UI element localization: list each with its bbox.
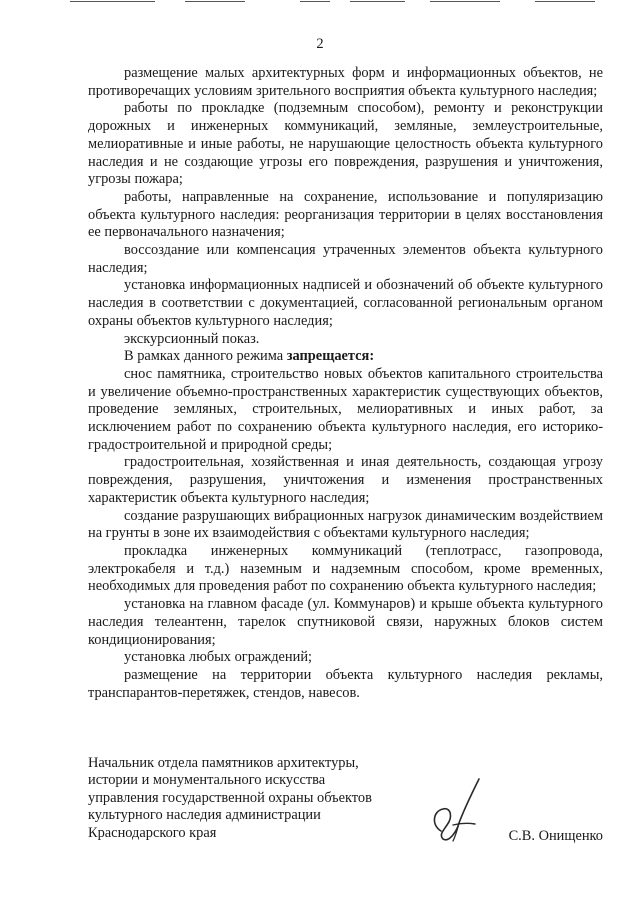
signatory-title-line: управления государственной охраны объектов <box>88 789 372 806</box>
paragraph: размещение малых архитектурных форм и информационных объектов, не противоречащих условиям зрительного восприятия объекта культурного наследия; <box>88 65 603 99</box>
prohibited-item: установка любых ограждений; <box>124 649 313 666</box>
prohibited-item: снос памятника, строительство новых объектов капитального строительства и увеличение объемно-пространственных характеристик существующих объектов, проведение земляных, строительных, мелиоративных и иных работ, за исключением работ по сохранению объекта культурного наследия, его историко-градостроительной и природной среды; <box>88 365 603 453</box>
handwritten-signature <box>413 773 493 843</box>
signature-block <box>88 755 603 845</box>
top-border-artifact <box>0 0 640 6</box>
prohibited-item: прокладка инженерных коммуникаций (теплотрасс, газопровода, электрокабеля и т.д.) наземным и надземным способом, кроме временных, необходимых для проведения работ по сохранению объекта культурного наследия; <box>88 542 603 595</box>
prohibited-heading <box>88 348 603 366</box>
prohibited-item: установка на главном фасаде (ул. Коммунаров) и крыше объекта культурного наследия телеантенн, тарелок спутниковой связи, наружных блоков систем кондиционирования; <box>88 596 603 648</box>
prohibited-item: градостроительная, хозяйственная и иная деятельность, создающая угрозу повреждения, разрушения, уничтожения и изменения пространственных характеристик объекта культурного наследия; <box>88 454 603 506</box>
signatory-title-line: Начальник отдела памятников архитектуры, <box>88 755 359 771</box>
paragraph: работы по прокладке (подземным способом), ремонту и реконструкции дорожных и инженерных коммуникаций, земляные, землеустроительные, мелиоративные и иные работы, не нарушающие целостность объекта культурного наследия и не создающие угрозы его повреждения, разрушения и уничтожения, угрозы пожара; <box>88 100 603 188</box>
signatory-title-line: культурного наследия администрации <box>88 807 321 824</box>
paragraph: воссоздание или компенсация утраченных элементов объекта культурного наследия; <box>88 242 603 276</box>
prohibited-item: размещение на территории объекта культурного наследия рекламы, транспарантов-перетяжек, стендов, навесов. <box>88 666 603 701</box>
signatory-title-line: истории и монументального искусства <box>88 772 326 789</box>
page-number: 2 <box>316 36 324 52</box>
prohibited-intro: В рамках данного режима <box>124 348 284 365</box>
prohibited-item: создание разрушающих вибрационных нагрузок динамическим воздействием на грунты в зоне их взаимодействия с объектами культурного наследия; <box>88 507 603 542</box>
document-body <box>88 65 603 702</box>
signatory-title <box>88 755 408 842</box>
paragraph: установка информационных надписей и обозначений об объекте культурного наследия в соответствии с документацией, согласованной региональным органом охраны объектов культурного наследия; <box>88 277 603 329</box>
paragraph: экскурсионный показ. <box>124 330 260 347</box>
prohibited-bold: запрещается: <box>286 348 375 365</box>
paragraph: работы, направленные на сохранение, использование и популяризацию объекта культурного наследия: реорганизация территории в целях восстановления ее первоначального назначения; <box>88 188 603 241</box>
signatory-title-line: Краснодарского края <box>88 824 217 841</box>
signatory-name: С.В. Онищенко <box>508 828 603 844</box>
